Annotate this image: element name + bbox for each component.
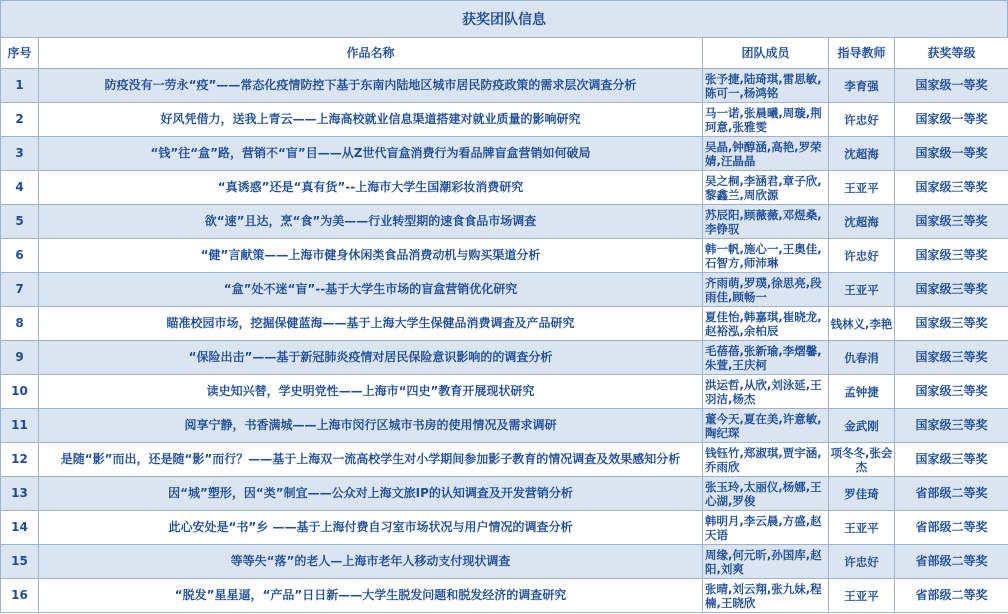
table-row (1, 273, 1008, 307)
cell-work-name[interactable]: 是随“影”而出，还是随“影”而行？——基于上海双一流高校学生对小学期间参加影子教育的情况调查及效果感知分析 (39, 443, 703, 477)
cell-team-members[interactable]: 齐雨萌,罗璞,徐思亮,段雨佳,顾畅一 (703, 273, 829, 307)
cell-advisor[interactable]: 许忠好 (829, 239, 895, 273)
cell-advisor[interactable]: 王亚平 (829, 171, 895, 205)
cell-serial-number[interactable]: 7 (1, 273, 39, 307)
table-row (1, 341, 1008, 375)
cell-team-members[interactable]: 张晴,刘云翔,张九妹,程楠,王晓欣 (703, 579, 829, 613)
sheet-title: 获奖团队信息 (0, 0, 1008, 38)
cell-award-level[interactable]: 国家级一等奖 (895, 103, 1008, 137)
cell-advisor[interactable]: 王亚平 (829, 579, 895, 613)
cell-team-members[interactable]: 韩一帆,施心一,王奥佳,石智方,师沛琳 (703, 239, 829, 273)
table-row (1, 443, 1008, 477)
cell-work-name[interactable]: 瞄准校园市场，挖掘保健蓝海——基于上海大学生保健品消费调查及产品研究 (39, 307, 703, 341)
cell-team-members[interactable]: 夏佳怡,韩嘉琪,崔晓龙,赵裕泓,余柏辰 (703, 307, 829, 341)
table-row (1, 307, 1008, 341)
cell-serial-number[interactable]: 2 (1, 103, 39, 137)
cell-advisor[interactable]: 许忠好 (829, 545, 895, 579)
cell-advisor[interactable]: 沈超海 (829, 205, 895, 239)
table-row (1, 69, 1008, 103)
cell-serial-number[interactable]: 12 (1, 443, 39, 477)
cell-serial-number[interactable]: 1 (1, 69, 39, 103)
cell-team-members[interactable]: 张予捷,陆琦琪,雷思敏,陈可一,杨鸿铭 (703, 69, 829, 103)
cell-work-name[interactable]: 阅享宁静，书香满城——上海市闵行区城市书房的使用情况及需求调研 (39, 409, 703, 443)
cell-advisor[interactable]: 李育强 (829, 69, 895, 103)
cell-work-name[interactable]: “脱发”星星逼，“产品”日日新——大学生脱发问题和脱发经济的调查研究 (39, 579, 703, 613)
table-row (1, 137, 1008, 171)
cell-work-name[interactable]: 此心安处是“书”乡 ——基于上海付费自习室市场状况与用户情况的调查分析 (39, 511, 703, 545)
cell-award-level[interactable]: 国家级三等奖 (895, 171, 1008, 205)
cell-advisor[interactable]: 仇春涓 (829, 341, 895, 375)
table-row (1, 239, 1008, 273)
cell-advisor[interactable]: 金武刚 (829, 409, 895, 443)
cell-award-level[interactable]: 国家级一等奖 (895, 137, 1008, 171)
cell-advisor[interactable]: 罗佳琦 (829, 477, 895, 511)
table-row (1, 477, 1008, 511)
cell-team-members[interactable]: 洪运哲,从欣,刘泳延,王羽洁,杨杰 (703, 375, 829, 409)
header-advisor[interactable]: 指导教师 (829, 38, 895, 69)
cell-work-name[interactable]: “钱”往“盒”路，营销不“盲”目——从Z世代盲盒消费行为看品牌盲盒营销如何破局 (39, 137, 703, 171)
cell-work-name[interactable]: 等等失“落”的老人—上海市老年人移动支付现状调查 (39, 545, 703, 579)
table-row (1, 171, 1008, 205)
cell-serial-number[interactable]: 9 (1, 341, 39, 375)
cell-serial-number[interactable]: 8 (1, 307, 39, 341)
header-team-members[interactable]: 团队成员 (703, 38, 829, 69)
cell-award-level[interactable]: 国家级三等奖 (895, 307, 1008, 341)
table-row (1, 545, 1008, 579)
cell-team-members[interactable]: 张玉玲,太丽仪,杨娜,王心湖,罗俊 (703, 477, 829, 511)
cell-serial-number[interactable]: 11 (1, 409, 39, 443)
table-row (1, 375, 1008, 409)
cell-advisor[interactable]: 王亚平 (829, 273, 895, 307)
cell-advisor[interactable]: 钱林义,李艳 (829, 307, 895, 341)
table-row (1, 409, 1008, 443)
cell-serial-number[interactable]: 16 (1, 579, 39, 613)
cell-team-members[interactable]: 吴晶,钟醇涵,高艳,罗荣婧,汪晶晶 (703, 137, 829, 171)
cell-work-name[interactable]: 好风凭借力，送我上青云——上海高校就业信息渠道搭建对就业质量的影响研究 (39, 103, 703, 137)
cell-team-members[interactable]: 钱钰竹,郑淑琪,贾宇涵,乔雨欣 (703, 443, 829, 477)
cell-team-members[interactable]: 韩明月,李云晨,方盛,赵天语 (703, 511, 829, 545)
cell-award-level[interactable]: 国家级三等奖 (895, 409, 1008, 443)
cell-team-members[interactable]: 苏辰阳,顾薇薇,邓煜桑,李铮驭 (703, 205, 829, 239)
cell-team-members[interactable]: 马一诺,张晨曦,周璇,荆珂意,张雅雯 (703, 103, 829, 137)
cell-team-members[interactable]: 董今天,夏在美,许意敏,陶纪琛 (703, 409, 829, 443)
cell-advisor[interactable]: 许忠好 (829, 103, 895, 137)
cell-serial-number[interactable]: 13 (1, 477, 39, 511)
cell-award-level[interactable]: 省部级二等奖 (895, 511, 1008, 545)
table-row (1, 579, 1008, 613)
cell-advisor[interactable]: 孟钟捷 (829, 375, 895, 409)
cell-work-name[interactable]: “保险出击”——基于新冠肺炎疫情对居民保险意识影响的的调查分析 (39, 341, 703, 375)
cell-award-level[interactable]: 国家级三等奖 (895, 239, 1008, 273)
cell-work-name[interactable]: “盒”处不迷“盲”--基于大学生市场的盲盒营销优化研究 (39, 273, 703, 307)
cell-serial-number[interactable]: 6 (1, 239, 39, 273)
cell-award-level[interactable]: 国家级三等奖 (895, 375, 1008, 409)
cell-advisor[interactable]: 项冬冬,张会杰 (829, 443, 895, 477)
cell-serial-number[interactable]: 3 (1, 137, 39, 171)
cell-team-members[interactable]: 毛蓓蓓,张新瑜,李熠馨,朱萱,王庆柯 (703, 341, 829, 375)
cell-work-name[interactable]: 防疫没有一劳永“疫”——常态化疫情防控下基于东南内陆地区城市居民防疫政策的需求层次调查分析 (39, 69, 703, 103)
header-award-level[interactable]: 获奖等级 (895, 38, 1008, 69)
cell-work-name[interactable]: 因“城”塑形，因“类”制宜——公众对上海文旅IP的认知调查及开发营销分析 (39, 477, 703, 511)
cell-award-level[interactable]: 省部级二等奖 (895, 579, 1008, 613)
cell-award-level[interactable]: 国家级三等奖 (895, 273, 1008, 307)
cell-award-level[interactable]: 国家级三等奖 (895, 341, 1008, 375)
table-row (1, 205, 1008, 239)
header-row (1, 38, 1008, 69)
cell-work-name[interactable]: 读史知兴替，学史明党性——上海市“四史”教育开展现状研究 (39, 375, 703, 409)
cell-work-name[interactable]: “健”言献策——上海市健身休闲类食品消费动机与购买渠道分析 (39, 239, 703, 273)
cell-award-level[interactable]: 国家级三等奖 (895, 443, 1008, 477)
cell-serial-number[interactable]: 5 (1, 205, 39, 239)
award-team-table (0, 37, 1008, 613)
cell-award-level[interactable]: 国家级一等奖 (895, 69, 1008, 103)
cell-award-level[interactable]: 省部级二等奖 (895, 477, 1008, 511)
header-work-name[interactable]: 作品名称 (39, 38, 703, 69)
cell-serial-number[interactable]: 10 (1, 375, 39, 409)
table-row (1, 103, 1008, 137)
header-serial-number[interactable]: 序号 (1, 38, 39, 69)
table-row (1, 511, 1008, 545)
cell-team-members[interactable]: 吴之桐,李涵君,章子欣,黎鑫兰,周欣源 (703, 171, 829, 205)
cell-award-level[interactable]: 省部级二等奖 (895, 545, 1008, 579)
cell-advisor[interactable]: 沈超海 (829, 137, 895, 171)
cell-work-name[interactable]: 欲“速”且达，烹“食”为美——行业转型期的速食食品市场调查 (39, 205, 703, 239)
cell-serial-number[interactable]: 15 (1, 545, 39, 579)
cell-advisor[interactable]: 王亚平 (829, 511, 895, 545)
cell-work-name[interactable]: “真诱惑”还是“真有货”--上海市大学生国潮彩妆消费研究 (39, 171, 703, 205)
cell-serial-number[interactable]: 14 (1, 511, 39, 545)
cell-team-members[interactable]: 周缘,何元昕,孙国库,赵阳,刘爽 (703, 545, 829, 579)
cell-serial-number[interactable]: 4 (1, 171, 39, 205)
cell-award-level[interactable]: 国家级三等奖 (895, 205, 1008, 239)
